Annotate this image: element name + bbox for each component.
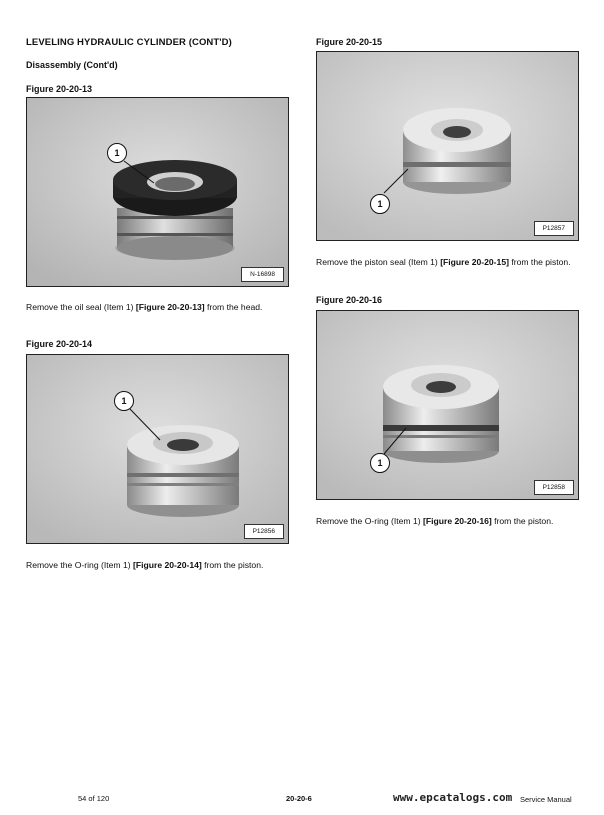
callout-item-1: 1: [370, 194, 390, 214]
callout-leader: [26, 97, 287, 285]
page-number: 20-20-6: [286, 794, 312, 803]
photo-id: P12857: [534, 221, 574, 236]
figure-label: Figure 20-20-14: [26, 339, 93, 349]
instruction-text: Remove the piston seal (Item 1) [Figure 20-20-15] from the piston.: [316, 257, 571, 267]
watermark: www.epcatalogs.com: [393, 791, 513, 804]
figure-label: Figure 20-20-13: [26, 84, 93, 94]
callout-leader: [316, 310, 577, 498]
callout-leader: [316, 51, 577, 239]
section-title: LEVELING HYDRAULIC CYLINDER (CONT'D): [26, 37, 232, 48]
page-count: 54 of 120: [78, 794, 110, 803]
figure-label: Figure 20-20-16: [316, 295, 383, 305]
callout-item-1: 1: [114, 391, 134, 411]
instruction-text: Remove the O-ring (Item 1) [Figure 20-20-14] from the piston.: [26, 560, 264, 570]
callout-leader: [26, 354, 287, 542]
instruction-text: Remove the oil seal (Item 1) [Figure 20-20-13] from the head.: [26, 302, 263, 312]
manual-title: Service Manual: [520, 795, 572, 804]
subsection-title: Disassembly (Cont'd): [26, 60, 118, 70]
figure-label: Figure 20-20-15: [316, 37, 383, 47]
instruction-text: Remove the O-ring (Item 1) [Figure 20-20-16] from the piston.: [316, 516, 554, 526]
photo-id: P12858: [534, 480, 574, 495]
callout-item-1: 1: [370, 453, 390, 473]
photo-id: N-16898: [241, 267, 284, 282]
photo-id: P12856: [244, 524, 284, 539]
callout-item-1: 1: [107, 143, 127, 163]
